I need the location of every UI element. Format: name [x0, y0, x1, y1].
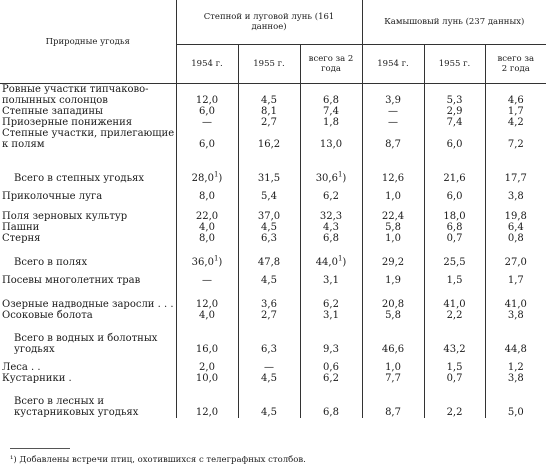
cell-number: 9,3	[323, 344, 339, 355]
cell-value	[485, 286, 546, 310]
cell-number: 17,7	[504, 173, 527, 184]
table-row	[0, 373, 546, 384]
cell-value	[238, 184, 300, 202]
cell-number: —	[388, 117, 399, 128]
cell-number: 1,9	[385, 275, 401, 286]
cell-value	[485, 128, 546, 150]
cell-value	[485, 310, 546, 321]
cell-number: 1,0	[385, 233, 401, 244]
row-label: Кустарники .	[2, 373, 72, 384]
cell-number: 13,0	[319, 139, 343, 150]
cell-value	[485, 268, 546, 286]
cell-number: 1,5	[446, 275, 463, 286]
cell-value	[485, 106, 546, 117]
cell-number: 5,4	[261, 191, 277, 202]
cell-value	[300, 117, 362, 128]
cell-value	[238, 384, 300, 418]
cell-number: 5,8	[385, 222, 401, 233]
year-header: 1955 г.	[238, 45, 300, 84]
cell-number: 12,6	[381, 173, 405, 184]
cell-number: 19,8	[504, 211, 527, 222]
cell-number: 6,2	[323, 191, 339, 202]
row-label: Озерные надводные заросли . . .	[2, 299, 174, 310]
cell-value	[362, 84, 424, 107]
cell-value	[176, 222, 238, 233]
cell-value	[300, 384, 362, 418]
cell-number: 5,3	[446, 95, 463, 106]
table-row	[0, 150, 546, 184]
cell-number: 22,4	[381, 211, 405, 222]
row-label: Всего в степных угодьях	[14, 173, 144, 184]
cell-number: 29,2	[381, 257, 405, 268]
cell-value	[362, 202, 424, 222]
cell-value	[300, 128, 362, 150]
table-row	[0, 106, 546, 117]
cell-number: 41,0	[504, 299, 527, 310]
cell-number: 5,0	[507, 407, 524, 418]
cell-value	[485, 384, 546, 418]
row-label: Осоковые болота	[2, 310, 93, 321]
cell-number: 3,9	[385, 95, 401, 106]
cell-number: 6,8	[323, 95, 339, 106]
cell-value	[362, 268, 424, 286]
cell-number: 4,0	[199, 310, 215, 321]
cell-number: 4,5	[261, 275, 277, 286]
cell-value	[238, 202, 300, 222]
cell-number: 25,5	[443, 257, 466, 268]
cell-value	[238, 117, 300, 128]
cell-value	[424, 106, 485, 117]
cell-number: 3,6	[261, 299, 277, 310]
cell-number: 3,1	[323, 275, 339, 286]
cell-value	[238, 128, 300, 150]
cell-number: 8,1	[261, 106, 277, 117]
cell-number: 1,7	[507, 106, 524, 117]
cell-value	[424, 268, 485, 286]
cell-number: 8,0	[199, 191, 215, 202]
cell-number: —	[264, 362, 274, 373]
cell-value	[300, 106, 362, 117]
footnote-marker: 1	[337, 170, 343, 179]
cell-value	[238, 355, 300, 373]
cell-value	[176, 233, 238, 244]
cell-number: 1,5	[446, 362, 463, 373]
cell-number: 2,0	[199, 362, 215, 373]
cell-value: 44,0$^1$)	[300, 244, 362, 268]
table-row	[0, 222, 546, 233]
cell-number: 3,1	[323, 310, 339, 321]
cell-value	[176, 384, 238, 418]
row-label: Степные западины	[2, 106, 103, 117]
row-label: Леса . .	[2, 362, 41, 373]
cell-number: 10,0	[195, 373, 219, 384]
table-body	[0, 84, 546, 419]
cell-number: 18,0	[443, 211, 466, 222]
cell-number: 6,0	[446, 191, 463, 202]
cell-number: 0,7	[446, 233, 463, 244]
row-label: Ровные участки типчаково-полынных солонцов	[2, 84, 149, 106]
cell-number: 6,2	[323, 373, 339, 384]
cell-number: 2,7	[261, 117, 277, 128]
cell-value	[300, 184, 362, 202]
cell-number: 27,0	[504, 257, 527, 268]
row-label: Приколочные луга	[2, 191, 103, 202]
cell-value	[362, 384, 424, 418]
cell-value: 30,6$^1$)	[300, 150, 362, 184]
cell-value	[362, 222, 424, 233]
cell-number: 4,6	[507, 95, 524, 106]
cell-value	[300, 222, 362, 233]
table-row	[0, 321, 546, 355]
cell-number: 7,4	[323, 106, 339, 117]
cell-number: 4,5	[261, 95, 277, 106]
cell-value	[485, 355, 546, 373]
cell-value	[362, 233, 424, 244]
cell-value	[238, 233, 300, 244]
cell-value	[300, 373, 362, 384]
year-header: всего за 2 года	[485, 45, 546, 84]
cell-value	[300, 355, 362, 373]
cell-value	[424, 117, 485, 128]
cell-value	[238, 222, 300, 233]
cell-number: 6,0	[199, 106, 215, 117]
cell-value	[362, 106, 424, 117]
cell-value	[300, 321, 362, 355]
table-row	[0, 84, 546, 107]
cell-value	[424, 310, 485, 321]
cell-value	[424, 355, 485, 373]
cell-value	[485, 184, 546, 202]
cell-value	[485, 84, 546, 107]
cell-value	[238, 84, 300, 107]
table-row	[0, 286, 546, 310]
cell-value	[300, 202, 362, 222]
cell-number: 46,6	[381, 344, 405, 355]
cell-value	[424, 384, 485, 418]
cell-number: 1,8	[323, 117, 339, 128]
year-header: 1954 г.	[176, 45, 238, 84]
footnote-marker: 1	[213, 254, 219, 263]
cell-number: 1,2	[507, 362, 524, 373]
cell-number: 1,0	[385, 191, 401, 202]
cell-number: 4,5	[261, 407, 277, 418]
cell-number: 3,8	[507, 191, 524, 202]
row-label: Поля зерновых культур	[2, 211, 128, 222]
cell-number: 6,2	[323, 299, 339, 310]
cell-value	[300, 233, 362, 244]
table-row	[0, 128, 546, 150]
cell-number: 4,5	[261, 222, 277, 233]
cell-number: 4,5	[261, 373, 277, 384]
cell-number: 5,8	[385, 310, 401, 321]
year-header: 1955 г.	[424, 45, 485, 84]
cell-number: 2,9	[446, 106, 463, 117]
cell-value	[485, 117, 546, 128]
year-header: всего за 2 года	[300, 45, 362, 84]
footnote-rule	[10, 448, 70, 449]
year-header: 1954 г.	[362, 45, 424, 84]
cell-number: —	[202, 275, 212, 286]
cell-number: 44,8	[504, 344, 527, 355]
cell-value	[424, 244, 485, 268]
cell-value	[362, 244, 424, 268]
cell-number: 6,3	[261, 344, 277, 355]
cell-number: 32,3	[319, 211, 343, 222]
cell-value	[176, 106, 238, 117]
cell-value	[300, 286, 362, 310]
cell-value	[424, 128, 485, 150]
cell-number: 6,4	[507, 222, 524, 233]
table-row	[0, 355, 546, 373]
cell-value	[300, 84, 362, 107]
cell-value: 28,0$^1$)	[176, 150, 238, 184]
cell-value	[362, 128, 424, 150]
cell-value	[485, 321, 546, 355]
row-label: Всего в лесных и кустарниковых угодьях	[14, 396, 139, 418]
cell-value	[176, 128, 238, 150]
table-row	[0, 310, 546, 321]
cell-value	[362, 321, 424, 355]
cell-number: 1,0	[385, 362, 401, 373]
cell-number: 6,8	[323, 233, 339, 244]
cell-number: 6,8	[446, 222, 463, 233]
cell-value	[485, 373, 546, 384]
cell-number: 8,7	[385, 139, 401, 150]
cell-value	[424, 373, 485, 384]
cell-number: 3,8	[507, 373, 524, 384]
table-row	[0, 268, 546, 286]
cell-number: 4,2	[507, 117, 524, 128]
cell-value	[176, 268, 238, 286]
cell-number: 2,7	[261, 310, 277, 321]
cell-value	[238, 373, 300, 384]
cell-number: 8,0	[199, 233, 215, 244]
cell-value	[176, 321, 238, 355]
cell-value	[176, 117, 238, 128]
cell-number: 12,0	[195, 299, 219, 310]
cell-number: 7,4	[446, 117, 463, 128]
cell-number: 12,0	[195, 95, 219, 106]
cell-number: 16,0	[195, 344, 219, 355]
cell-number: 3,8	[507, 310, 524, 321]
cell-number: 16,2	[257, 139, 281, 150]
cell-number: 28,0	[191, 173, 214, 184]
cell-value	[424, 202, 485, 222]
cell-number: 6,3	[261, 233, 277, 244]
table-row	[0, 202, 546, 222]
cell-value	[176, 184, 238, 202]
cell-value	[238, 150, 300, 184]
cell-value	[300, 310, 362, 321]
cell-number: 2,2	[446, 407, 463, 418]
cell-value	[300, 268, 362, 286]
cell-value: 36,0$^1$)	[176, 244, 238, 268]
cell-value	[176, 202, 238, 222]
cell-number: 0,6	[323, 362, 339, 373]
cell-value	[485, 202, 546, 222]
cell-number: 47,8	[257, 257, 281, 268]
cell-value	[485, 222, 546, 233]
cell-value	[176, 355, 238, 373]
cell-number: 30,6	[315, 173, 338, 184]
cell-value	[362, 373, 424, 384]
row-label: Степные участки, прилегающие к полям	[2, 128, 175, 150]
cell-value	[424, 321, 485, 355]
cell-number: 22,0	[195, 211, 219, 222]
cell-number: 0,7	[446, 373, 463, 384]
cell-number: 12,0	[195, 407, 219, 418]
cell-number: 8,7	[385, 407, 401, 418]
cell-number: 41,0	[443, 299, 466, 310]
cell-value	[485, 233, 546, 244]
cell-number: 43,2	[443, 344, 466, 355]
cell-number: 20,8	[381, 299, 405, 310]
cell-value	[238, 321, 300, 355]
cell-value	[424, 84, 485, 107]
row-label: Всего в водных и болотных угодьях	[14, 333, 158, 355]
cell-number: 7,7	[385, 373, 401, 384]
row-label: Всего в полях	[14, 257, 88, 268]
cell-number: 7,2	[507, 139, 524, 150]
cell-value	[362, 184, 424, 202]
cell-value	[424, 286, 485, 310]
cell-number: 2,2	[446, 310, 463, 321]
cell-value	[424, 233, 485, 244]
group-header-2: Камышовый лунь (237 данных)	[362, 0, 546, 45]
cell-value	[362, 117, 424, 128]
cell-value	[362, 310, 424, 321]
cell-number: —	[388, 106, 399, 117]
row-label: Посевы многолетних трав	[2, 275, 141, 286]
row-label: Приозерные понижения	[2, 117, 133, 128]
cell-number: 6,8	[323, 407, 339, 418]
cell-value	[176, 373, 238, 384]
table-row	[0, 233, 546, 244]
cell-number: 44,0	[315, 257, 338, 268]
cell-value	[238, 244, 300, 268]
group-header-1: Степной и луговой лунь (161 данное)	[176, 0, 362, 45]
row-label: Стерня	[2, 233, 41, 244]
footnote: ¹) Добавлены встречи птиц, охотившихся с телеграфных столбов.	[10, 455, 306, 465]
cell-value	[176, 310, 238, 321]
cell-number: 36,0	[191, 257, 214, 268]
table-row	[0, 244, 546, 268]
footnote-marker: 1	[213, 170, 219, 179]
cell-number: 1,7	[507, 275, 524, 286]
cell-number: 4,3	[323, 222, 339, 233]
cell-value	[238, 268, 300, 286]
cell-value	[238, 106, 300, 117]
row-label: Пашни	[2, 222, 40, 233]
cell-value	[176, 286, 238, 310]
table-row	[0, 184, 546, 202]
cell-value	[424, 150, 485, 184]
cell-number: 6,0	[199, 139, 215, 150]
cell-value	[362, 286, 424, 310]
footnote-marker: 1	[337, 254, 343, 263]
cell-number: 37,0	[257, 211, 281, 222]
table-row	[0, 117, 546, 128]
cell-number: 4,0	[199, 222, 215, 233]
cell-number: 31,5	[257, 173, 281, 184]
cell-number: 6,0	[446, 139, 463, 150]
cell-value	[238, 286, 300, 310]
table-row	[0, 384, 546, 418]
cell-value	[238, 310, 300, 321]
cell-value	[362, 355, 424, 373]
cell-value	[424, 184, 485, 202]
cell-value	[485, 150, 546, 184]
cell-number: 21,6	[443, 173, 466, 184]
cell-value	[424, 222, 485, 233]
column-header-label: Природные угодья	[0, 0, 176, 84]
cell-value	[485, 244, 546, 268]
cell-number: —	[202, 117, 212, 128]
cell-value	[176, 84, 238, 107]
cell-value	[362, 150, 424, 184]
cell-number: 0,8	[507, 233, 524, 244]
